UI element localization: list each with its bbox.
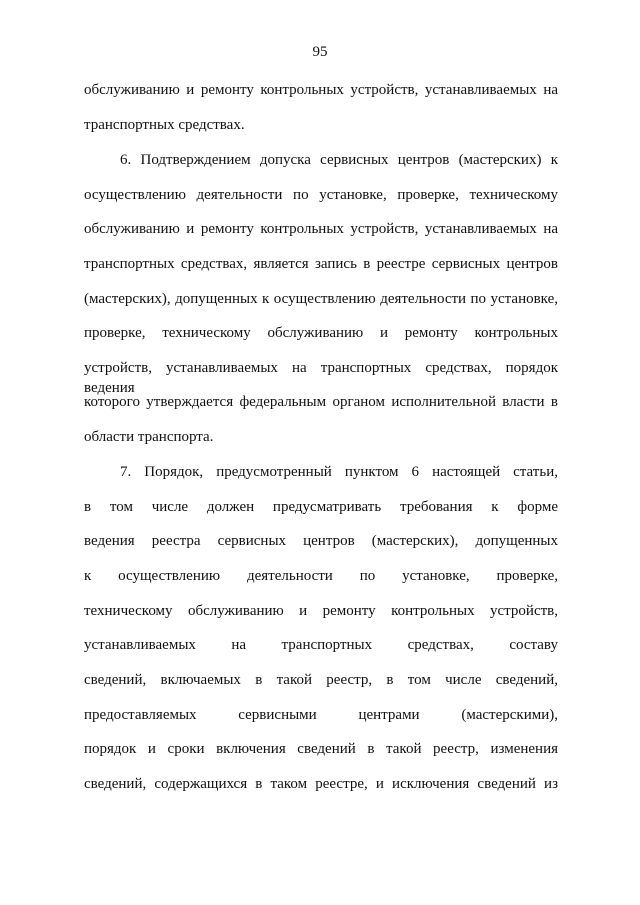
text-line: области транспорта. [84,429,214,445]
text-line: транспортных средствах, является запись в реестре сервисных центров [84,256,558,272]
text-line: обслуживанию и ремонту контрольных устройств, устанавливаемых на [84,82,558,98]
text-line: ведения реестра сервисных центров (мастерских), допущенных [84,533,558,549]
text-line: техническому обслуживанию и ремонту контрольных устройств, [84,603,558,619]
text-line: сведений, включаемых в такой реестр, в том числе сведений, [84,672,558,688]
text-line: обслуживанию и ремонту контрольных устройств, устанавливаемых на [84,221,558,237]
text-line: транспортных средствах. [84,117,245,133]
text-line: устройств, устанавливаемых на транспортных средствах, порядок ведения [84,360,558,396]
text-line: к осуществлению деятельности по установке, проверке, [84,568,558,584]
text-line: сведений, содержащихся в таком реестре, и исключения сведений из [84,776,558,792]
text-line: проверке, техническому обслуживанию и ремонту контрольных [84,325,558,341]
text-line: (мастерских), допущенных к осуществлению деятельности по установке, [84,291,558,307]
paragraph-6-start: 6. Подтверждением допуска сервисных центров (мастерских) к [120,152,558,168]
text-line: порядок и сроки включения сведений в такой реестр, изменения [84,741,558,757]
paragraph-7-start: 7. Порядок, предусмотренный пунктом 6 настоящей статьи, [120,464,558,480]
text-line: предоставляемых сервисными центрами (мастерскими), [84,707,558,723]
page-number: 95 [312,44,328,60]
text-line: осуществлению деятельности по установке, проверке, техническому [84,187,558,203]
text-line: в том числе должен предусматривать требования к форме [84,499,558,515]
text-line: которого утверждается федеральным органом исполнительной власти в [84,394,558,410]
text-line: устанавливаемых на транспортных средствах, составу [84,637,558,653]
